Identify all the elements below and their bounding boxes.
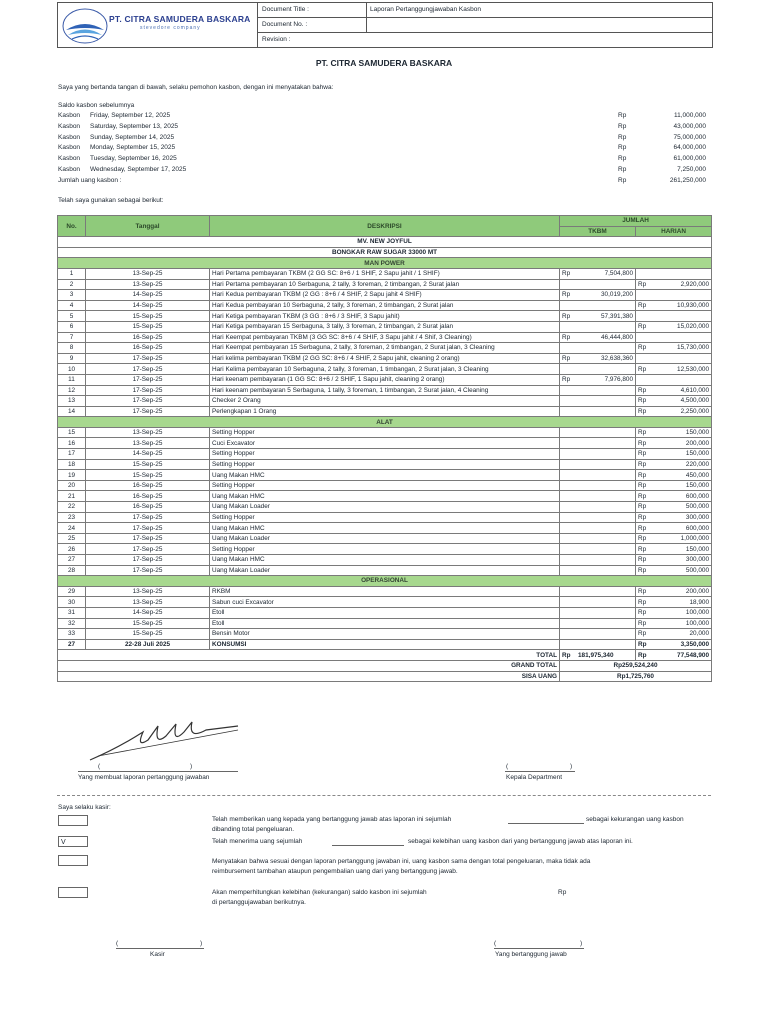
option-4-checkbox[interactable]	[58, 887, 88, 898]
row-no: 28	[58, 565, 86, 576]
row-description: Uang Makan HMC	[210, 470, 560, 481]
row-date: 17-Sep-25	[86, 353, 210, 364]
option-1-text-a: Telah memberikan uang kepada yang bertanggung jawab atas laporan ini sejumlah	[212, 816, 452, 823]
row-no: 16	[58, 438, 86, 449]
row-date: 17-Sep-25	[86, 544, 210, 555]
total-label: TOTAL	[58, 650, 560, 661]
row-harian: Rp 15,730,000	[636, 343, 712, 354]
row-tkbm	[560, 279, 636, 290]
kasbon-total-value: 261,250,000	[669, 177, 706, 184]
row-description: Hari Kedua pembayaran TKBM (2 GG : 8+6 / 4 SHIF, 2 Sapu jahit 4 SHIF)	[210, 290, 560, 301]
kasir-paren-open: (	[116, 940, 119, 947]
row-harian: Rp 100,000	[636, 618, 712, 629]
kasbon-currency: Rp	[618, 122, 627, 130]
table-row	[58, 406, 712, 417]
row-harian: Rp 4,610,000	[636, 385, 712, 396]
row-date: 15-Sep-25	[86, 311, 210, 322]
row-harian: Rp 18,900	[636, 597, 712, 608]
signature-icon	[88, 718, 248, 764]
row-no: 15	[58, 427, 86, 438]
kasbon-currency: Rp	[618, 155, 627, 163]
row-date: 16-Sep-25	[86, 480, 210, 491]
row-harian: Rp 150,000	[636, 544, 712, 555]
table-row	[58, 597, 712, 608]
row-tkbm	[560, 618, 636, 629]
row-tkbm	[560, 459, 636, 470]
row-description: Hari Pertama pembayaran TKBM (2 GG SC: 8+6 / 1 SHIF, 2 Sapu jahit / 1 SHIF)	[210, 268, 560, 279]
row-harian: Rp 12,530,000	[636, 364, 712, 375]
row-tkbm	[560, 629, 636, 640]
row-date: 17-Sep-25	[86, 396, 210, 407]
row-description: Uang Makan Loader	[210, 565, 560, 576]
table-row	[58, 459, 712, 470]
option-3-text-a: Menyatakan bahwa sesuai dengan laporan pertanggung jawaban ini, uang kasbon sama dengan total pengeluaran, maka tidak ada	[212, 858, 591, 865]
row-no: 13	[58, 396, 86, 407]
table-row	[58, 629, 712, 640]
row-harian: Rp 2,250,000	[636, 406, 712, 417]
expense-table	[57, 215, 712, 682]
row-no: 10	[58, 364, 86, 375]
section-operasional: OPERASIONAL	[58, 576, 712, 587]
row-no: 8	[58, 343, 86, 354]
table-row	[58, 565, 712, 576]
kasbon-total-currency: Rp	[618, 177, 627, 184]
grand-total-label: GRAND TOTAL	[58, 660, 560, 671]
table-row	[58, 343, 712, 354]
row-tkbm	[560, 639, 636, 650]
row-harian: Rp 300,000	[636, 512, 712, 523]
row-harian: Rp 500,000	[636, 502, 712, 513]
row-date: 13-Sep-25	[86, 279, 210, 290]
row-description: Uang Makan HMC	[210, 523, 560, 534]
row-no: 32	[58, 618, 86, 629]
kasbon-label: Kasbon	[58, 155, 81, 163]
table-row	[58, 555, 712, 566]
row-no: 21	[58, 491, 86, 502]
row-harian: Rp 15,020,000	[636, 321, 712, 332]
row-no: 6	[58, 321, 86, 332]
row-description: Setting Hopper	[210, 459, 560, 470]
maker-label: Yang membuat laporan pertanggung jawaban	[78, 774, 210, 781]
row-harian: Rp 150,000	[636, 427, 712, 438]
sisa-uang-value: Rp1,725,760	[560, 671, 712, 682]
table-row	[58, 491, 712, 502]
vessel-name: MV. NEW JOYFUL	[58, 237, 712, 248]
row-tkbm	[560, 480, 636, 491]
row-description: Cuci Excavator	[210, 438, 560, 449]
row-date: 15-Sep-25	[86, 618, 210, 629]
company-logo-icon	[60, 4, 110, 46]
row-no: 26	[58, 544, 86, 555]
row-no: 18	[58, 459, 86, 470]
kasbon-amount: 61,000,000	[673, 155, 706, 163]
responsible-paren-open: (	[494, 940, 497, 947]
option-1-text-c: dibanding total pengeluaran.	[212, 826, 295, 833]
table-row	[58, 364, 712, 375]
row-no: 3	[58, 290, 86, 301]
table-row	[58, 438, 712, 449]
kasbon-label: Kasbon	[58, 112, 81, 119]
table-row	[58, 586, 712, 597]
row-harian: Rp 500,000	[636, 565, 712, 576]
table-row	[58, 321, 712, 332]
row-tkbm	[560, 385, 636, 396]
responsible-label: Yang bertanggung jawab	[495, 951, 567, 958]
row-date: 13-Sep-25	[86, 438, 210, 449]
row-tkbm	[560, 491, 636, 502]
row-description: Bensin Motor	[210, 629, 560, 640]
kasbon-currency: Rp	[618, 133, 627, 141]
row-tkbm	[560, 502, 636, 513]
table-row	[58, 544, 712, 555]
dept-paren-close: )	[570, 763, 573, 770]
maker-sign-line	[78, 771, 238, 772]
kasbon-amount: 64,000,000	[673, 144, 706, 152]
total-harian: Rp 77,548,900	[636, 650, 712, 661]
row-harian: Rp 20,000	[636, 629, 712, 640]
row-description: Hari Ketiga pembayaran TKBM (3 GG : 8+6 / 3 SHIF, 3 Sapu jahit)	[210, 311, 560, 322]
dept-paren-open: (	[506, 763, 509, 770]
header-row-line	[258, 17, 712, 18]
row-description: Setting Hopper	[210, 480, 560, 491]
row-tkbm	[560, 396, 636, 407]
table-row	[58, 353, 712, 364]
kasbon-date: Saturday, September 13, 2025	[90, 122, 179, 130]
row-harian: Rp 4,500,000	[636, 396, 712, 407]
row-description: Etoll	[210, 618, 560, 629]
row-harian: Rp 200,000	[636, 438, 712, 449]
table-row	[58, 332, 712, 343]
row-description: RKBM	[210, 586, 560, 597]
col-header-tanggal: Tanggal	[86, 216, 210, 237]
header-row-line	[258, 32, 712, 33]
row-tkbm: Rp 57,391,380	[560, 311, 636, 322]
row-harian: Rp 1,000,000	[636, 533, 712, 544]
row-tkbm	[560, 565, 636, 576]
row-date: 16-Sep-25	[86, 343, 210, 354]
row-date: 15-Sep-25	[86, 470, 210, 481]
row-harian: Rp 2,920,000	[636, 279, 712, 290]
row-no: 2	[58, 279, 86, 290]
col-header-tkbm: TKBM	[560, 226, 636, 237]
row-no: 1	[58, 268, 86, 279]
kasir-sign-line	[116, 948, 204, 949]
row-tkbm	[560, 406, 636, 417]
balance-label: Saldo kasbon sebelumnya	[58, 102, 135, 109]
row-date: 17-Sep-25	[86, 406, 210, 417]
row-tkbm: Rp 30,019,200	[560, 290, 636, 301]
kasbon-amount: 75,000,000	[673, 133, 706, 141]
row-tkbm	[560, 300, 636, 311]
row-no: 33	[58, 629, 86, 640]
row-description: Uang Makan HMC	[210, 555, 560, 566]
option-1-text-b: sebagai kekurangan uang kasbon	[586, 816, 684, 823]
row-harian: Rp 220,000	[636, 459, 712, 470]
row-date: 13-Sep-25	[86, 597, 210, 608]
kasbon-total-label: Jumlah uang kasbon :	[58, 177, 122, 184]
row-tkbm: Rp 7,976,800	[560, 374, 636, 385]
option-4-text-b: di pertanggujawaban berikutnya.	[212, 899, 306, 906]
row-no: 25	[58, 533, 86, 544]
kasbon-currency: Rp	[618, 112, 627, 119]
table-row	[58, 385, 712, 396]
col-header-no: No.	[58, 216, 86, 237]
kasir-label: Kasir	[150, 951, 165, 958]
row-harian	[636, 374, 712, 385]
responsible-sign-line	[494, 948, 584, 949]
row-tkbm	[560, 544, 636, 555]
row-date: 13-Sep-25	[86, 427, 210, 438]
section-manpower: MAN POWER	[58, 258, 712, 269]
row-harian	[636, 311, 712, 322]
row-description: Hari Ketiga pembayaran 15 Serbaguna, 3 tally, 3 foreman, 2 timbangan, 2 Surat jalan	[210, 321, 560, 332]
row-tkbm	[560, 555, 636, 566]
row-date: 17-Sep-25	[86, 374, 210, 385]
row-date: 15-Sep-25	[86, 321, 210, 332]
row-harian	[636, 353, 712, 364]
row-description: Checker 2 Orang	[210, 396, 560, 407]
row-tkbm	[560, 470, 636, 481]
row-description: Sabun cuci Excavator	[210, 597, 560, 608]
row-tkbm	[560, 586, 636, 597]
row-tkbm	[560, 512, 636, 523]
row-harian	[636, 290, 712, 301]
table-row	[58, 639, 712, 650]
table-row	[58, 618, 712, 629]
row-description: Hari Pertama pembayaran 10 Serbaguna, 2 tally, 3 foreman, 2 timbangan, 2 Surat jalan	[210, 279, 560, 290]
row-harian	[636, 268, 712, 279]
row-no: 5	[58, 311, 86, 322]
kasbon-date: Wednesday, September 17, 2025	[90, 166, 187, 173]
row-tkbm	[560, 343, 636, 354]
header-divider	[257, 2, 258, 47]
option-2-blank	[332, 845, 404, 846]
dept-label: Kepala Department	[506, 774, 563, 781]
sisa-uang-label: SISA UANG	[58, 671, 560, 682]
row-description: Setting Hopper	[210, 544, 560, 555]
option-2-text-a: Telah menerima uang sejumlah	[212, 838, 303, 845]
row-no: 24	[58, 523, 86, 534]
row-date: 16-Sep-25	[86, 502, 210, 513]
total-tkbm: Rp 181,975,340	[560, 650, 636, 661]
row-description: Hari Keempat pembayaran 15 Serbaguna, 2 tally, 3 foreman, 2 timbangan, 2 Surat jalan, 3 Cleaning	[210, 343, 560, 354]
row-tkbm: Rp 32,638,360	[560, 353, 636, 364]
row-description: Hari Keempat pembayaran TKBM (3 GG SC: 8+6 / 4 SHIF, 3 Sapu jahit / 4 Shif, 3 Cleaning)	[210, 332, 560, 343]
table-row	[58, 533, 712, 544]
table-row	[58, 480, 712, 491]
used-label: Telah saya gunakan sebagai berikut:	[58, 197, 164, 204]
row-date: 16-Sep-25	[86, 332, 210, 343]
table-row	[58, 300, 712, 311]
row-date: 17-Sep-25	[86, 512, 210, 523]
row-tkbm	[560, 449, 636, 460]
row-no: 19	[58, 470, 86, 481]
kasbon-currency: Rp	[618, 144, 627, 152]
kasbon-amount: 7,250,000	[677, 166, 706, 173]
row-date: 22-28 Juli 2025	[86, 639, 210, 650]
kasbon-date: Monday, September 15, 2025	[90, 144, 176, 152]
row-description: Setting Hopper	[210, 512, 560, 523]
row-tkbm	[560, 438, 636, 449]
page-title: PT. CITRA SAMUDERA BASKARA	[315, 58, 453, 68]
kasbon-label: Kasbon	[58, 144, 81, 152]
row-harian: Rp 200,000	[636, 586, 712, 597]
row-date: 17-Sep-25	[86, 533, 210, 544]
option-1-checkbox[interactable]	[58, 815, 88, 826]
row-description: KONSUMSI	[210, 639, 560, 650]
kasbon-label: Kasbon	[58, 133, 81, 141]
table-row	[58, 607, 712, 618]
option-3-checkbox[interactable]	[58, 855, 88, 866]
dept-sign-line	[505, 771, 575, 772]
row-tkbm	[560, 523, 636, 534]
row-no: 27	[58, 555, 86, 566]
row-no: 30	[58, 597, 86, 608]
row-date: 16-Sep-25	[86, 491, 210, 502]
option-4-text-a: Akan memperhitungkan kelebihan (kekurangan) saldo kasbon ini sejumlah	[212, 889, 427, 896]
kasbon-date: Friday, September 12, 2025	[90, 112, 171, 119]
option-3-text-b: reimbursement tambahan ataupun pengembalian uang dari yang bertanggung jawab.	[212, 868, 458, 875]
doc-title-label: Document Title :	[262, 6, 309, 13]
kasbon-label: Kasbon	[58, 122, 81, 130]
row-date: 17-Sep-25	[86, 364, 210, 375]
logo-tagline: stevedore company	[140, 25, 201, 31]
row-no: 29	[58, 586, 86, 597]
row-harian: Rp 450,000	[636, 470, 712, 481]
row-no: 14	[58, 406, 86, 417]
maker-paren-open: (	[98, 763, 101, 770]
row-date: 14-Sep-25	[86, 607, 210, 618]
row-description: Etoll	[210, 607, 560, 618]
table-row	[58, 268, 712, 279]
table-row	[58, 523, 712, 534]
row-tkbm: Rp 7,504,800	[560, 268, 636, 279]
row-tkbm	[560, 607, 636, 618]
row-description: Hari Kedua pembayaran 10 Serbaguna, 2 tally, 3 foreman, 2 timbangan, 2 Surat jalan	[210, 300, 560, 311]
row-harian: Rp 600,000	[636, 523, 712, 534]
row-description: Setting Hopper	[210, 449, 560, 460]
table-row	[58, 311, 712, 322]
row-description: Uang Makan Loader	[210, 502, 560, 513]
row-date: 13-Sep-25	[86, 586, 210, 597]
cashier-section-label: Saya selaku kasir:	[58, 804, 111, 811]
row-description: Hari keenam pembayaran (1 GG SC: 8+6 / 2 SHIF, 1 Sapu jahit, cleaning 2 orang)	[210, 374, 560, 385]
grand-total-value: Rp259,524,240	[560, 660, 712, 671]
intro-text: Saya yang bertanda tangan di bawah, selaku pemohon kasbon, dengan ini menyatakan bahwa:	[58, 84, 334, 91]
row-tkbm: Rp 46,444,800	[560, 332, 636, 343]
table-row	[58, 396, 712, 407]
row-tkbm	[560, 533, 636, 544]
table-row	[58, 449, 712, 460]
row-harian: Rp 600,000	[636, 491, 712, 502]
row-tkbm	[560, 597, 636, 608]
row-harian: Rp 3,350,000	[636, 639, 712, 650]
row-date: 14-Sep-25	[86, 300, 210, 311]
row-description: Perlengkapan 1 Orang	[210, 406, 560, 417]
row-date: 17-Sep-25	[86, 385, 210, 396]
section-alat: ALAT	[58, 417, 712, 428]
cargo-info: BONGKAR RAW SUGAR 33000 MT	[58, 247, 712, 258]
kasbon-amount: 43,000,000	[673, 122, 706, 130]
row-description: Hari Kelima pembayaran 10 Serbaguna, 2 tally, 3 foreman, 1 timbangan, 2 Surat jalan, 3 Cleaning	[210, 364, 560, 375]
row-no: 31	[58, 607, 86, 618]
row-date: 17-Sep-25	[86, 555, 210, 566]
row-tkbm	[560, 364, 636, 375]
col-header-deskripsi: DESKRIPSI	[210, 216, 560, 237]
row-no: 22	[58, 502, 86, 513]
row-description: Hari keenam pembayaran 5 Serbaguna, 1 tally, 3 foreman, 1 timbangan, 2 Surat jalan, 4 Cleaning	[210, 385, 560, 396]
row-date: 13-Sep-25	[86, 268, 210, 279]
option-2-text-b: sebagai kelebihan uang kasbon dari yang bertanggung jawab atas laporan ini.	[408, 838, 633, 845]
kasbon-date: Sunday, September 14, 2025	[90, 133, 175, 141]
row-no: 20	[58, 480, 86, 491]
option-1-blank	[508, 823, 584, 824]
kasbon-amount: 11,000,000	[673, 112, 706, 119]
table-row	[58, 512, 712, 523]
row-no: 4	[58, 300, 86, 311]
row-harian: Rp 150,000	[636, 480, 712, 491]
kasir-paren-close: )	[200, 940, 203, 947]
row-description: Uang Makan HMC	[210, 491, 560, 502]
kasbon-label: Kasbon	[58, 166, 81, 173]
row-date: 17-Sep-25	[86, 565, 210, 576]
row-no: 27	[58, 639, 86, 650]
row-date: 15-Sep-25	[86, 629, 210, 640]
row-no: 17	[58, 449, 86, 460]
row-date: 14-Sep-25	[86, 290, 210, 301]
divider	[57, 795, 711, 796]
row-harian: Rp 300,000	[636, 555, 712, 566]
table-row	[58, 502, 712, 513]
option-4-currency: Rp	[558, 889, 567, 896]
logo-company-name: PT. CITRA SAMUDERA BASKARA	[109, 14, 251, 24]
row-date: 17-Sep-25	[86, 523, 210, 534]
row-no: 23	[58, 512, 86, 523]
row-description: Uang Makan Loader	[210, 533, 560, 544]
row-description: Hari kelima pembayaran TKBM (2 GG SC: 8+6 / 4 SHIF, 2 Sapu jahit, cleaning 2 orang)	[210, 353, 560, 364]
table-row	[58, 427, 712, 438]
row-date: 14-Sep-25	[86, 449, 210, 460]
responsible-paren-close: )	[580, 940, 583, 947]
kasbon-currency: Rp	[618, 166, 627, 173]
maker-paren-close: )	[190, 763, 193, 770]
row-harian: Rp 10,930,000	[636, 300, 712, 311]
row-no: 11	[58, 374, 86, 385]
option-2-checkbox[interactable]: V	[58, 836, 88, 847]
table-row	[58, 470, 712, 481]
table-row	[58, 374, 712, 385]
row-date: 15-Sep-25	[86, 459, 210, 470]
row-description: Setting Hopper	[210, 427, 560, 438]
table-row	[58, 290, 712, 301]
row-harian: Rp 100,000	[636, 607, 712, 618]
doc-no-label: Document No. :	[262, 21, 308, 28]
row-harian: Rp 150,000	[636, 449, 712, 460]
doc-title-value: Laporan Pertanggungjawaban Kasbon	[370, 6, 481, 13]
row-no: 7	[58, 332, 86, 343]
row-tkbm	[560, 321, 636, 332]
row-no: 9	[58, 353, 86, 364]
row-tkbm	[560, 427, 636, 438]
table-row	[58, 279, 712, 290]
row-harian	[636, 332, 712, 343]
row-no: 12	[58, 385, 86, 396]
revision-label: Revision :	[262, 36, 291, 43]
col-header-jumlah: JUMLAH	[560, 216, 712, 227]
col-header-harian: HARIAN	[636, 226, 712, 237]
kasbon-date: Tuesday, September 16, 2025	[90, 155, 177, 163]
